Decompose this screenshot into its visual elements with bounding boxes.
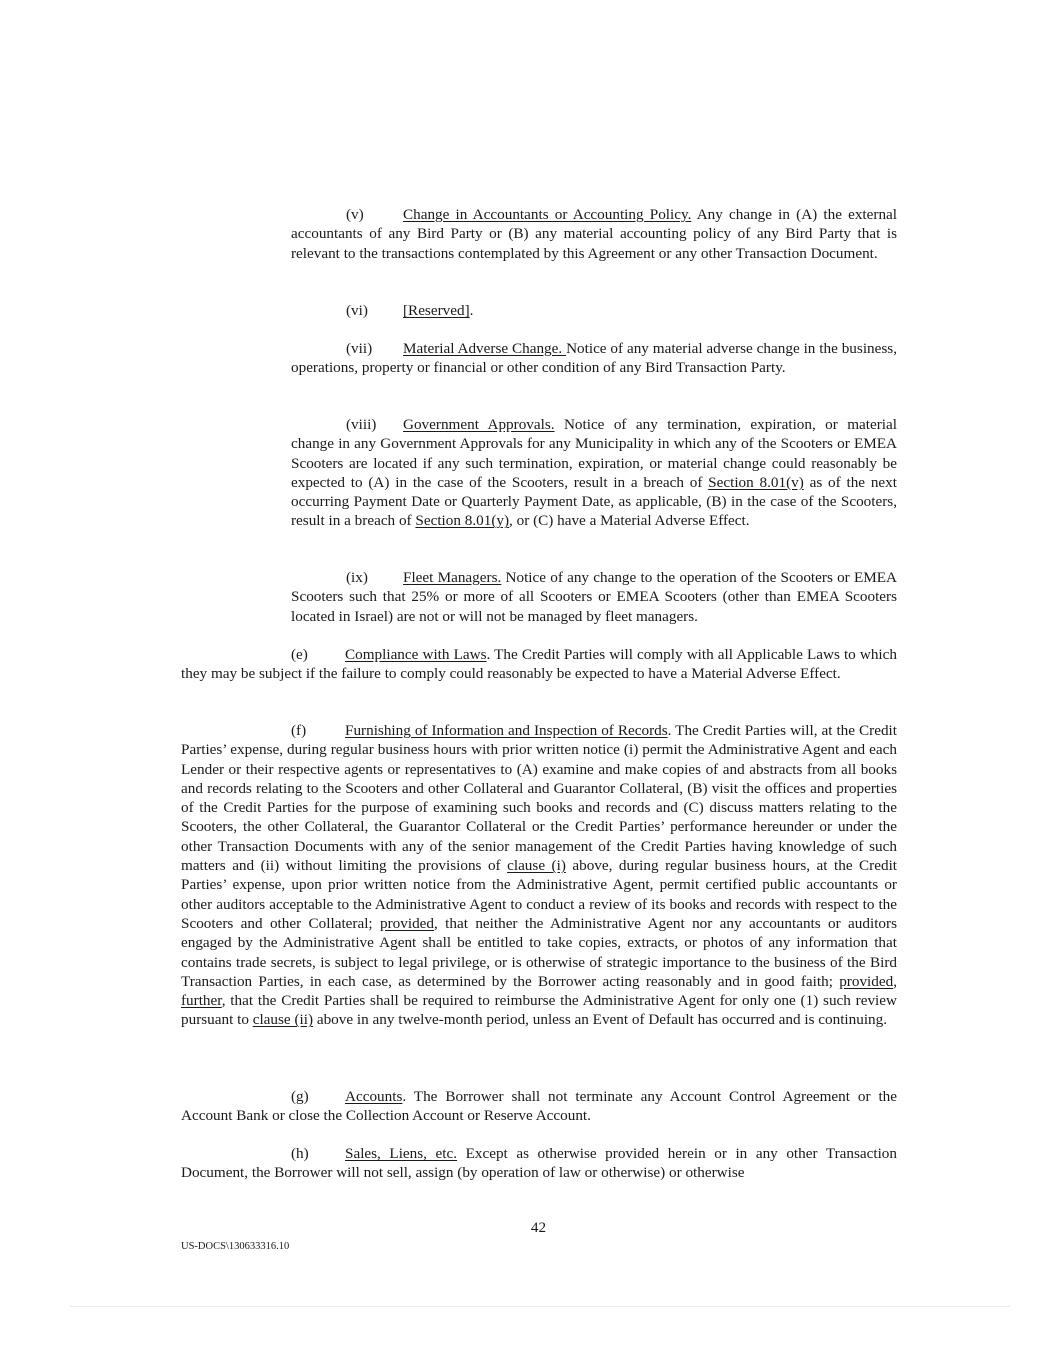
section-g	[181, 1087, 897, 1126]
clause-label: (ix)	[346, 569, 368, 586]
section-body: above in any twelve-month period, unless an Event of Default has occurred and is continuing.	[313, 1011, 888, 1029]
clause-vii	[291, 339, 897, 378]
clause-label: (viii)	[346, 416, 377, 433]
clause-heading: Change in Accountants or Accounting Policy.	[403, 206, 692, 223]
document-id: US-DOCS\130633316.10	[181, 1241, 290, 1252]
clause-vi	[291, 301, 897, 320]
defined-term: provided	[380, 914, 435, 932]
clause-ix	[291, 568, 897, 626]
clause-body: , or (C) have a Material Adverse Effect.	[509, 512, 750, 530]
defined-term: provided	[839, 972, 894, 990]
page-edge-divider	[70, 1306, 1010, 1307]
clause-body: Notice of any termination, expiration, or material change in any Government Approvals for any Municipality in which any of the Scooters or EMEA Scooters are located if any such termination, expiration, or material change could reasonably be expected to (A) in the case of the Scooters, result in a breach of	[291, 416, 897, 491]
section-heading: Sales, Liens, etc.	[345, 1145, 458, 1162]
section-h	[181, 1144, 897, 1183]
clause-label: (vii)	[346, 340, 373, 357]
clause-heading: Fleet Managers.	[403, 569, 502, 586]
clause-body: as of the next occurring Payment Date or Quarterly Payment Date, as applicable, (B) in the case of the Scooters, result in a breach of	[291, 473, 897, 530]
clause-viii	[291, 415, 897, 531]
clause-label: (v)	[346, 206, 364, 223]
section-label: (e)	[291, 646, 308, 663]
section-label: (h)	[291, 1145, 309, 1162]
section-e	[181, 645, 897, 684]
clause-body: .	[469, 302, 474, 319]
clause-reference: clause (ii)	[252, 1011, 314, 1029]
clause-body: Notice of any material adverse change in the business, operations, property or financial or other condition of any Bird Transaction Party.	[291, 340, 897, 377]
section-body: . The Credit Parties will comply with all Applicable Laws to which they may be subject if the failure to comply could reasonably be expected to have a Material Adverse Effect.	[181, 646, 897, 683]
section-heading: Furnishing of Information and Inspection of Records	[345, 722, 668, 739]
section-body: Except as otherwise provided herein or in any other Transaction Document, the Borrower will not sell, assign (by operation of law or otherwise) or otherwise	[181, 1145, 897, 1182]
section-label: (g)	[291, 1088, 309, 1105]
section-reference: Section 8.01(y)	[415, 512, 510, 530]
section-body: above, during regular business hours, at the Credit Parties’ expense, upon prior written notice from the Administrative Agent, permit certified public accountants or other auditors acceptable to the Administrative Agent to conduct a review of its books and records with respect to the Scooters and other Collateral;	[181, 857, 898, 932]
section-reference: Section 8.01(v)	[708, 473, 804, 491]
defined-term: further	[181, 992, 222, 1010]
section-f	[181, 721, 897, 1030]
section-body: ,	[893, 972, 897, 990]
page-number: 42	[530, 1219, 547, 1236]
clause-reference: clause (i)	[507, 857, 566, 875]
clause-v	[291, 205, 897, 263]
clause-heading: Material Adverse Change.	[403, 340, 567, 357]
clause-body: Any change in (A) the external accountants of any Bird Party or (B) any material accounting policy of any Bird Party that is relevant to the transactions contemplated by this Agreement or any other Transaction Document.	[291, 206, 897, 262]
section-body: , that neither the Administrative Agent nor any accountants or auditors engaged by the Administrative Agent shall be entitled to take copies, extracts, or photos of any information that contains trade secrets, is subject to legal privilege, or is otherwise of strategic importance to the business of the Bird Transaction Parties, in each case, as determined by the Borrower acting reasonably and in good faith;	[181, 914, 897, 990]
section-body: . The Borrower shall not terminate any Account Control Agreement or the Account Bank or close the Collection Account or Reserve Account.	[181, 1088, 897, 1125]
clause-heading: Government Approvals.	[403, 416, 555, 433]
section-label: (f)	[291, 722, 307, 739]
clause-heading: [Reserved]	[403, 302, 470, 319]
section-body: , that the Credit Parties shall be required to reimburse the Administrative Agent for only one (1) such review pursuant to	[181, 992, 897, 1029]
clause-body: Notice of any change to the operation of the Scooters or EMEA Scooters such that 25% or more of all Scooters or EMEA Scooters (other than EMEA Scooters located in Israel) are not or will not be managed by fleet managers.	[291, 569, 897, 625]
section-body: . The Credit Parties will, at the Credit Parties’ expense, during regular business hours with prior written notice (i) permit the Administrative Agent and each Lender or their respective agents or representatives to (A) examine and make copies of and abstracts from all books and records relating to the Scooters and other Collateral and Guarantor Collateral, (B) visit the offices and properties of the Credit Parties for the purpose of examining such books and records and (C) discuss matters relating to the Scooters, the other Collateral, the Guarantor Collateral or the Credit Parties’ performance hereunder or under the other Transaction Documents with any of the senior management of the Credit Parties having knowledge of such matters and (ii) without limiting the provisions of	[181, 722, 897, 875]
clause-label: (vi)	[346, 302, 368, 319]
section-heading: Compliance with Laws	[345, 646, 487, 663]
section-heading: Accounts	[345, 1088, 403, 1105]
